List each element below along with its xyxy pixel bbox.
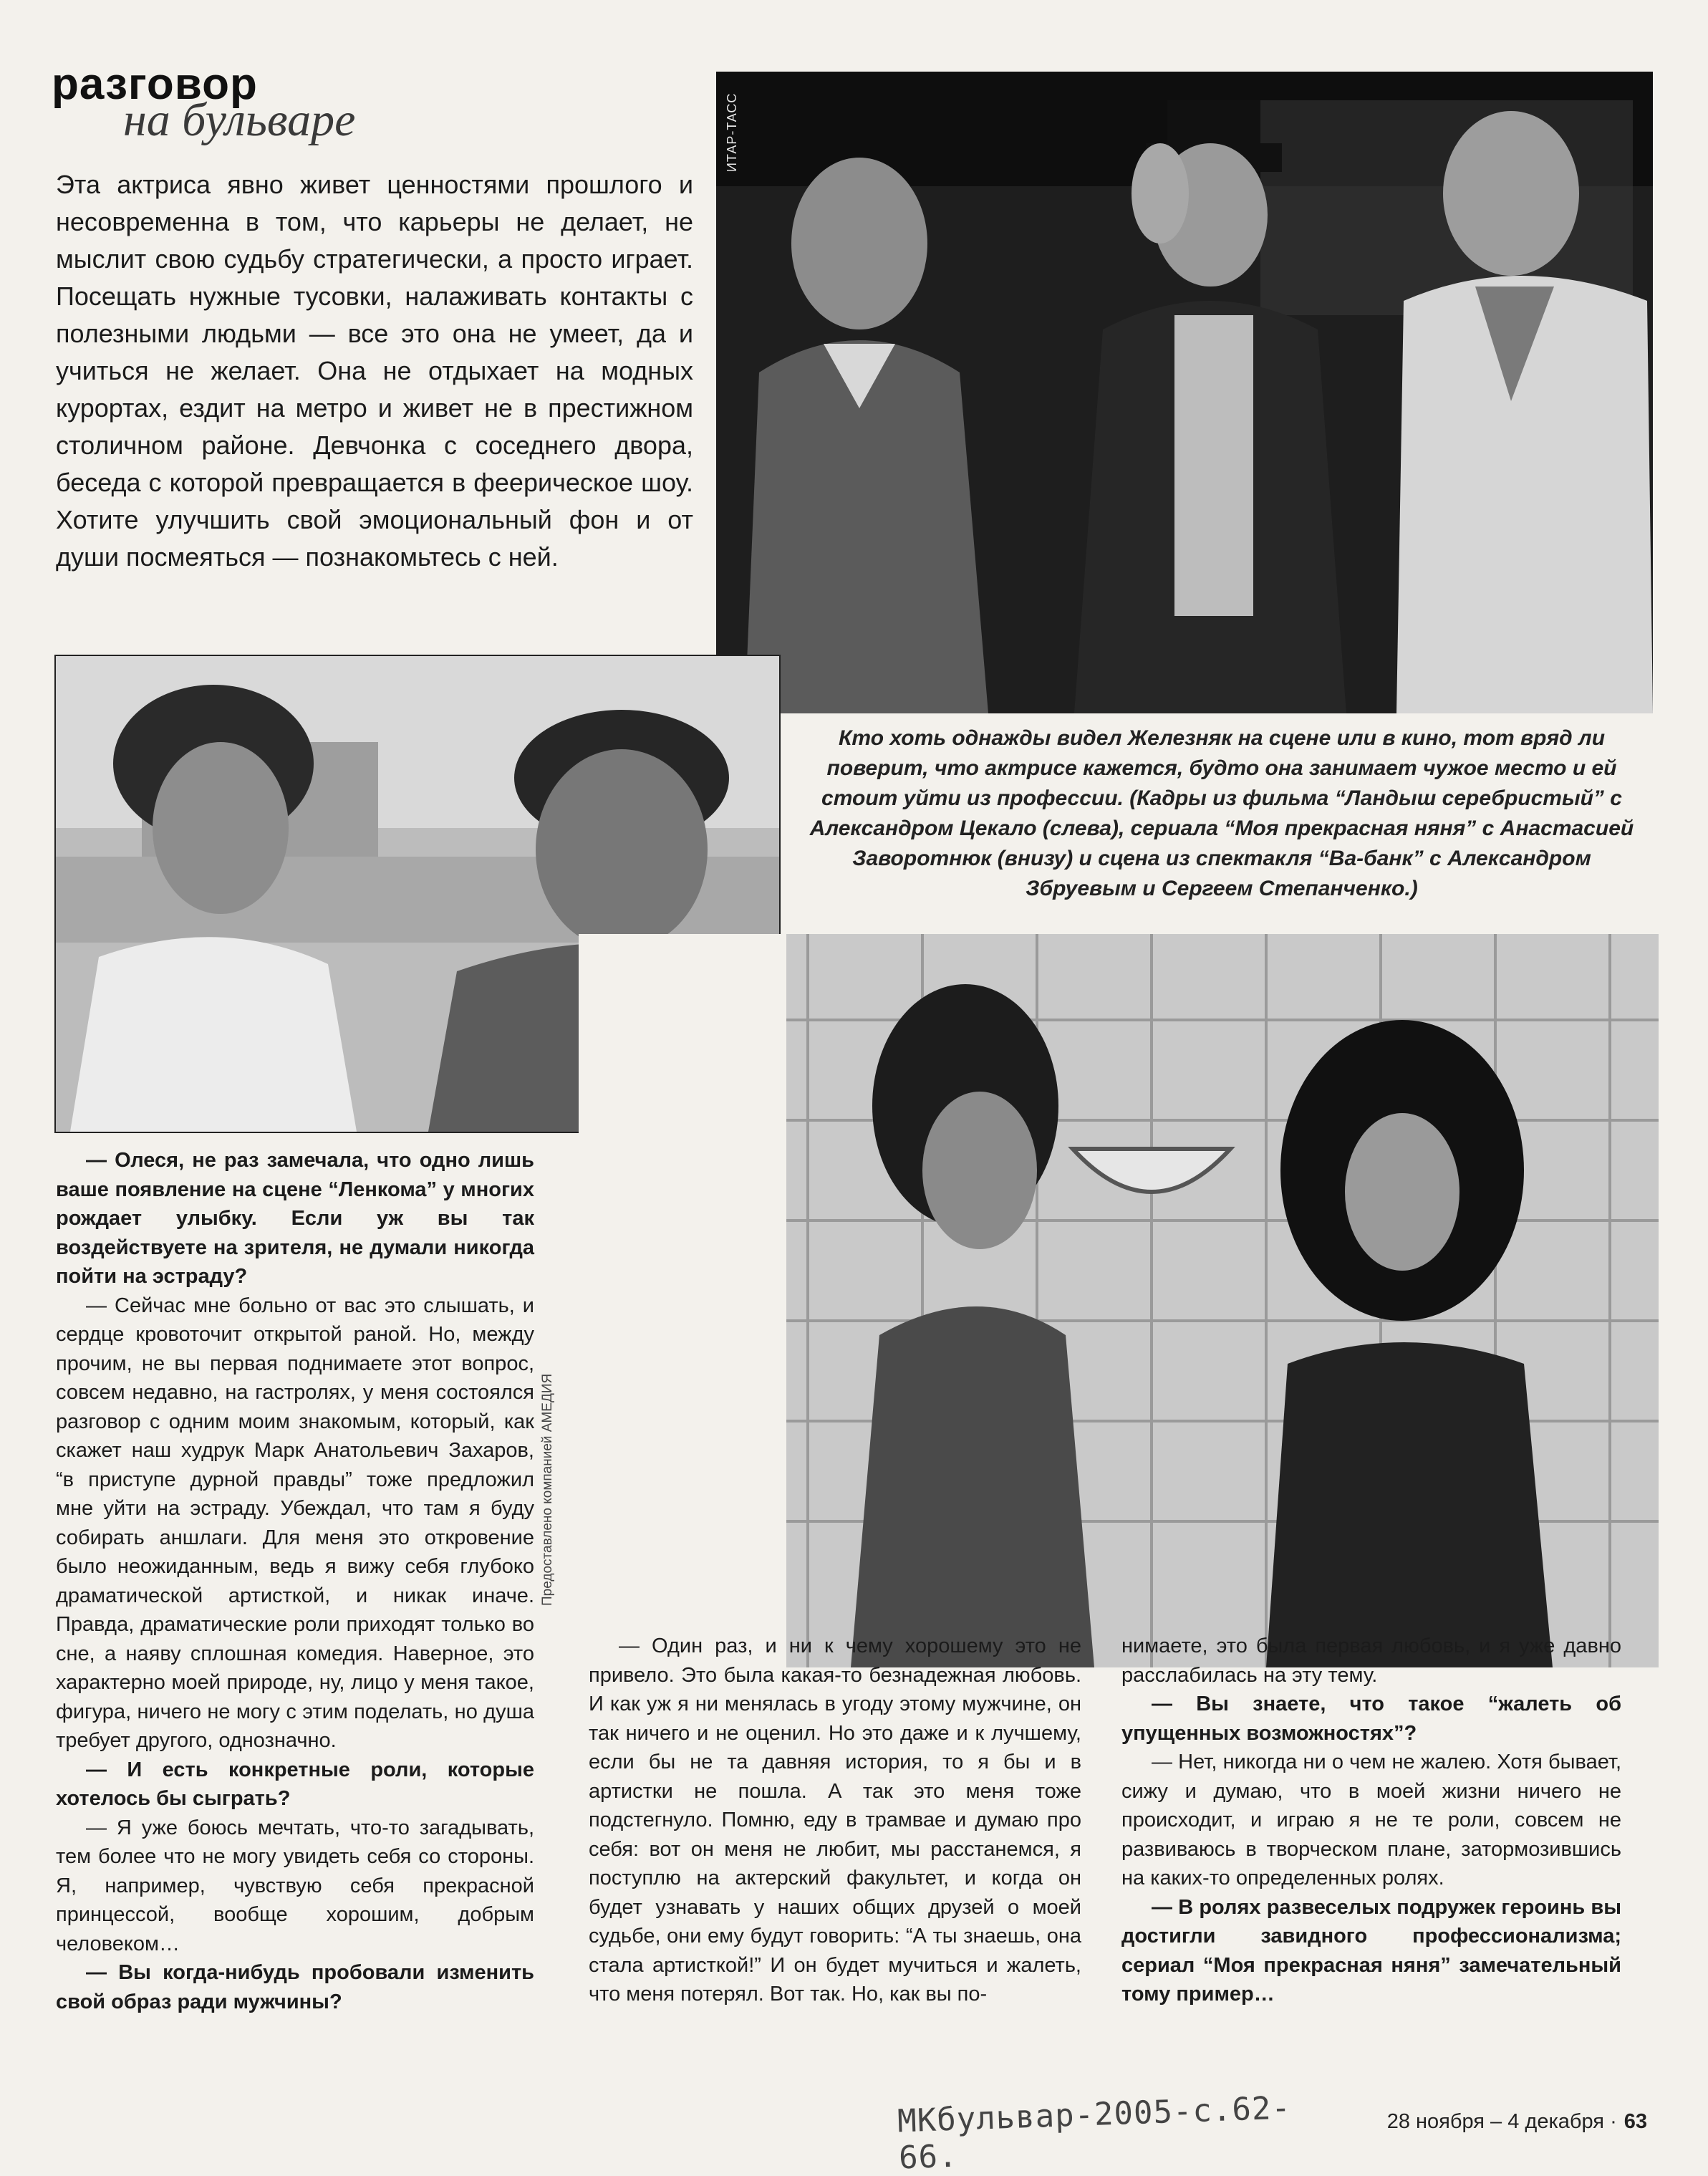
interview-question: — И есть конкретные роли, которые хотелось бы сыграть? bbox=[56, 1758, 534, 1810]
lead-paragraph: Эта актриса явно живет ценностями прошлого и несовременна в том, что карьеры не делает, не мыслит свою судьбу стратегически, а просто играет. Посещать нужные тусовки, налаживать контакты с полезными людьми — все это она не умеет, да и учиться не желает. Она не отдыхает на модных курортах, ездит на метро и живет не в престижном столичном районе. Девчонка с соседнего двора, беседа с которой превращается в феерическое шоу. Хотите улучшить свой эмоциональный фон и от души посмеяться — познакомьтесь с ней. bbox=[56, 170, 693, 572]
theatre-photo-credit: ИТАР-ТАСС bbox=[725, 92, 739, 172]
section-header bbox=[52, 59, 410, 145]
interview-answer: нимаете, это была первая любовь, и я уже давно расслабилась на эту тему. bbox=[1121, 1635, 1621, 1687]
handwritten-archive-note: МКбульвар-2005-с.62-66. bbox=[897, 2089, 1292, 2176]
rubric-title: разговор bbox=[52, 59, 258, 109]
nanny-series-photo bbox=[579, 934, 1659, 1667]
issue-dates: 28 ноября – 4 декабря · bbox=[1386, 2110, 1617, 2133]
interview-column-2 bbox=[589, 1632, 1081, 2009]
page-footer bbox=[1311, 2110, 1647, 2134]
page-number: 63 bbox=[1623, 2110, 1647, 2133]
photo-caption: Кто хоть однажды видел Железняк на сцене или в кино, тот вряд ли поверит, что актрисе кажется, будто она занимает чужое место и ей стоит уйти из профессии. (Кадры из фильма “Ландыш серебристый” с Александром Цекало (слева), сериала “Моя прекрасная няня” с Анастасией Заворотнюк (внизу) и сцена из спектакля “Ва-банк” с Александром Збруевым и Сергеем Степанченко.) bbox=[809, 726, 1634, 900]
interview-column-1 bbox=[56, 1146, 534, 2016]
interview-answer: — Нет, никогда ни о чем не жалею. Хотя бывает, сижу и думаю, что в моей жизни ничего не происходит, и играю я не те роли, совсем не развиваюсь в творческом плане, затормозившись на каких-то определенных ролях. bbox=[1121, 1751, 1621, 1889]
interview-answer: — Я уже боюсь мечтать, что-то загадывать, тем более что не могу увидеть себя со стороны. Я, например, чувствую себя прекрасной принцессой, вообще хорошим, добрым человеком… bbox=[56, 1816, 534, 1955]
interview-answer: — Сейчас мне больно от вас это слышать, и сердце кровоточит открытой раной. Но, между прочим, не вы первая поднимаете этот вопрос, совсем недавно, на гастролях, у меня состоялся разговор с одним моим знакомым, который, как скажет наш худрук Марк Анатольевич Захаров, “в приступе дурной правды” тоже предложил мне уйти на эстраду. Убеждал, что там я буду собирать аншлаги. Для меня это откровение было неожиданным, ведь я вижу себя глубоко драматической артисткой, и никак иначе. Правда, драматические роли приходят только во сне, а наяву сплошная комедия. Наверное, это характерно моей природе, ну, лицо у меня такое, фигура, ничего не могу с этим поделать, но душа требует другого, однозначно. bbox=[56, 1294, 534, 1752]
interview-answer: — Один раз, и ни к чему хорошему это не привело. Это была какая-то безнадежная любовь. И как уж я ни менялась в угоду этому мужчине, он так ничего и не оценил. Но это даже и к лучшему, если бы не та давняя история, то я бы и в артистки не пошла. А так это меня тоже подстегнуло. Помню, еду в трамвае и думаю про себя: вот он меня не любит, мы расстанемся, я поступлю на актерский факультет, и когда он будет узнавать у наших общих друзей о моей судьбе, они ему будут говорить: “А ты знаешь, она стала артисткой!” И он будет мучиться и жалеть, что меня потерял. Вот так. Но, как вы по- bbox=[589, 1635, 1081, 2006]
interview-question: — Олеся, не раз замечала, что одно лишь ваше появление на сцене “Ленкома” у многих рождает улыбку. Если уж вы так воздействуете на зрителя, не думали никогда пойти на эстраду? bbox=[56, 1149, 534, 1288]
theatre-stage-photo bbox=[716, 72, 1653, 713]
interview-column-3 bbox=[1121, 1632, 1621, 2009]
interview-question: — Вы когда-нибудь пробовали изменить свой образ ради мужчины? bbox=[56, 1961, 534, 2013]
nanny-photo-credit: Предоставлено компанией АМЕДИЯ bbox=[540, 1373, 555, 1607]
rubric-subtitle: на бульваре bbox=[123, 94, 356, 146]
interview-question: — Вы знаете, что такое “жалеть об упущенных возможностях”? bbox=[1121, 1693, 1621, 1745]
interview-question: — В ролях развеселых подружек героинь вы достигли завидного профессионализма; сериал “Моя прекрасная няня” замечательный тому пример… bbox=[1121, 1895, 1621, 2006]
